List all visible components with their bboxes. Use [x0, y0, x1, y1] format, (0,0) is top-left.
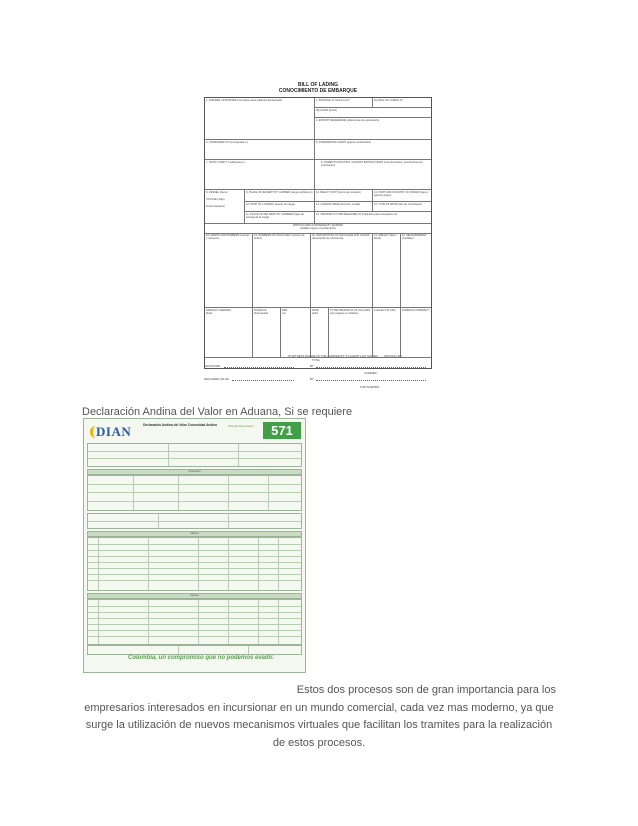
- bol-place-receipt: 9. PLACE OF RECEIPT BY CARRIER (carga recibida en): [245, 190, 315, 202]
- bol-rated-es: flete basado: [254, 312, 269, 315]
- bol-per-es: por: [282, 312, 286, 315]
- bol-title: BILL OF LADING: [298, 82, 338, 88]
- bol-port-origin: 13. PORT AND COUNTRY OF ORIGIN (lugar y país de origen): [373, 190, 431, 202]
- bol-rate-es: tarifa: [312, 312, 318, 315]
- bol-forwarding: 5. FORWARDING AGENT (agente embarcador): [315, 140, 431, 160]
- dian-form-number: 571: [263, 422, 301, 439]
- bol-frame: [204, 97, 432, 369]
- bol-place-delivery: 11. PLACE OF DELIVERY BY CARRIER (lugar de entrega de la carga): [245, 212, 315, 224]
- bol-foreign: FOREIGN CURRENCY: [401, 308, 431, 358]
- bol-booking: 2. BOOKING N° (Número N°): [315, 98, 373, 108]
- bol-weight: 21. WEIGHT (kilos / libras): [373, 233, 401, 308]
- dian-logo-text: DIAN: [96, 424, 132, 439]
- bol-description: 20. DESCRIPTION OF PACKAGES AND GOODS (descripción de mercancía): [311, 233, 373, 308]
- bol-port-loading: 10. PORT OF LOADING (puerto de carga): [245, 202, 315, 212]
- bol-carrier: CARRIER: [364, 371, 377, 375]
- bol-flag: FLAG (bandera): [206, 205, 225, 208]
- bol-rate: [311, 308, 329, 358]
- bol-freight: [205, 308, 253, 358]
- paragraph-rest: empresarios interesados en incursionar en un mundo comercial, cada vez mas moderno, ya que surge la utilización de nuevos mecanismos virtuales que facilitan los tramites para la realización de estos procesos.: [84, 701, 554, 749]
- bol-per: [281, 308, 311, 358]
- paragraph-line-1: Estos dos procesos son de gran importancia para los: [296, 684, 556, 696]
- bol-prepaid: TO BE PREPAID IN US DOLLARS (por pagarse en dólares): [329, 308, 373, 358]
- bol-vessel: 8. VESSEL (barco): [206, 191, 228, 194]
- dian-operation-grid: [87, 475, 302, 511]
- bol-freight-label: FREIGHT CHARGES: [206, 309, 231, 312]
- bol-particulars: PARTICULARS FURNISHED BY SHIPPER: [292, 224, 343, 227]
- bol-export-refs: 4. EXPORT REFERENCE (referencias de exportación): [315, 118, 431, 140]
- bol-declared-line: [232, 380, 294, 381]
- dian-band-adjustments: Ajustes: [87, 593, 302, 599]
- bol-relay: 12. RELAY POINT (punto de conexión): [315, 190, 373, 202]
- bol-measure: 22. MEASUREMENT (medidas): [401, 233, 431, 308]
- bol-bl-no: 2(a) BILL OF LADING N°: [373, 98, 431, 108]
- bol-marks: 18. MARKS AND NUMBERS (marcas y números): [205, 233, 253, 308]
- dian-signature-grid: [87, 645, 302, 655]
- bol-vessel-block: [205, 190, 245, 224]
- dian-band-values: Valores: [87, 531, 302, 537]
- bol-by-line-2: [316, 380, 426, 381]
- dian-header-grid: [87, 443, 302, 467]
- bol-loading-pier: 14. LOADING PIER (terminal / muelle): [315, 202, 373, 212]
- bol-rate-label: RATE: [312, 309, 319, 312]
- dian-logo: [88, 423, 132, 441]
- dian-ref: Privado Reservado: [228, 424, 254, 428]
- bol-by-line-1: [316, 367, 426, 368]
- bol-signature: SIGNATURE: [204, 364, 221, 368]
- bol-date: 3(b) DATE (fecha): [315, 108, 431, 118]
- bill-of-lading-image: [204, 82, 432, 392]
- bol-notify: 7. NOTIFY PARTY (notifíquese a ): [205, 160, 315, 190]
- bol-shipper: 1. SHIPPER / EXPORTER (Complete name address) Embarcador: [205, 98, 315, 140]
- dian-footer-slogan: Colombia, un compromiso que no podemos evadir.: [128, 655, 275, 661]
- dian-mid-grid: [87, 513, 302, 529]
- bol-subtitle: CONOCIMIENTO DE EMBARQUE: [278, 88, 358, 94]
- dian-band-operation: Operación: [87, 469, 302, 475]
- bol-by-2: BY: [310, 377, 314, 381]
- bol-declared: DECLARED VALUE: [204, 377, 229, 381]
- bol-signature-line: [224, 367, 294, 368]
- bol-witness: IN WITNESS WHERE OF THE CARRIER BY ITS AGENT HAS SIGNED ...... ORIGINAL B/L: [288, 354, 403, 358]
- bol-type-move: 15. TYPE OF MOVE (tipo de movimiento): [373, 202, 431, 212]
- bol-per-label: PER: [282, 309, 288, 312]
- bol-by-1: BY: [310, 364, 314, 368]
- bol-particulars-es: (detalles según el embarcador): [300, 227, 336, 230]
- bol-freight-es: fletes: [206, 312, 213, 315]
- body-paragraph: [82, 682, 556, 752]
- dian-title: Declaración Andina del Valor Comunidad Andina: [143, 423, 217, 427]
- bol-collect: COLLECT IN USD: [373, 308, 401, 358]
- dian-form-image: [83, 418, 306, 673]
- dian-adjustments-grid: [87, 599, 302, 645]
- bol-for-shipper: FOR SHIPPER: [360, 385, 379, 389]
- bol-consignee: 3. CONSIGNED TO (Consignado a ): [205, 140, 315, 160]
- bol-rated: [253, 308, 281, 358]
- bol-rated-label: RATED AS: [254, 309, 267, 312]
- bol-packages: 19. NUMBERS OF PACKAGES (número de bultos): [253, 233, 311, 308]
- dian-values-grid: [87, 537, 302, 591]
- bol-voyage: VOYAGE (viaje): [206, 198, 225, 201]
- bol-domestic: 6. DOMESTIC ROUTING / EXPORT INSTRUCTIONS (ruta doméstica / instrucciones de exportación): [315, 160, 431, 190]
- dian-caption: Declaración Andina del Valor en Aduana, Si se requiere: [82, 406, 353, 418]
- bol-originals: 16. ORIGINALS TO BE RELEASED AT (originales para entregarse en): [315, 212, 431, 224]
- bol-total: TOTAL: [312, 359, 321, 362]
